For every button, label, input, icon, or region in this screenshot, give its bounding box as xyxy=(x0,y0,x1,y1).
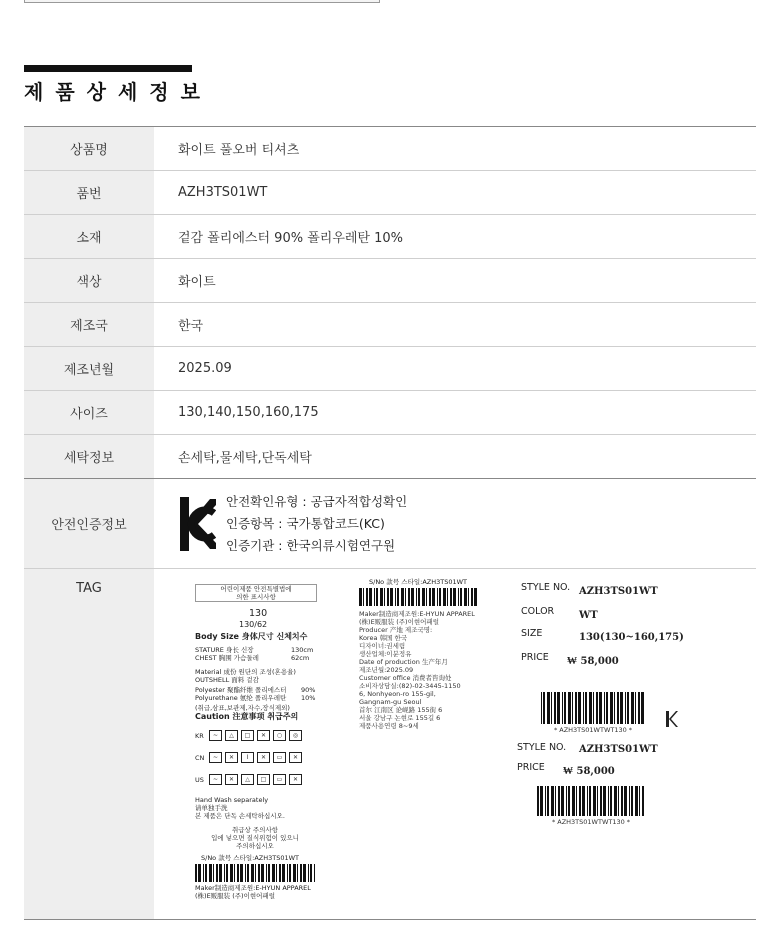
production-line: Producer 产地 제조국명: xyxy=(359,626,433,634)
spec-row xyxy=(24,391,756,435)
price-barcode-1 xyxy=(541,692,645,728)
production-line: Date of production 生产年月 xyxy=(359,658,448,666)
product-detail-table xyxy=(24,126,756,920)
spec-value: 화이트 xyxy=(154,259,756,303)
tag-images: 어린이제품 안전특별법에 의한 표시사항 130 130/62 Body Size 身体尺寸 신체치수 STATURE 身长 신장 130cm CHEST 胸围 가슴둘레 62cm Material 成份 원단의 조성(혼용율) OUTSHELL 面料 겉감 Polyester 聚酯纤维 폴리에스터 90% Polyurethane 氨纶 폴리우레탄 10% (취급,삼표,보관제,자수,장식제외) Caution 注意事项 취급주의 KR ~ △ □ ✕ ○ ◎ CN ~ ✕ I ✕ ▭ ✕ US ~ ✕ △ □ ▭ ✕ Hand Wash separately 请单独手洗 본 제품은 단독 손세탁하십시오. 취급상 주의사항 입에 넣으면 질식위험이 있으니 주의하십시오 S/No 款号 스타일:AZH3TS01WT Maker制造商제조원:E-HYUN APPAREL (株)E贩服装 (주)이현어패럴 S/No 款号 스타일:AZH3TS01WT Maker制造商제조원:E-HYUN APPAREL (株)E贩服装 (주)이현어패럴 Producer 产地 제조국명: Korea 韩国 한국 디자이너:권세림 생산업체:이분정유 Date of production 生产年月 제조년월:2025.09 Customer office 消费者咨询处 소비자상담실:(82)-02-3445-1150 6, Nonhyeon-ro 155-gil, Gangnam-gu Seoul 首尔 江南区 论岘路 155街 6 서울 강남구 논현로 155길 6 제품사용연령 8~9세 STYLE NO. AZH3TS01WT COLOR WT SIZE 130(130~160,175) PRICE ₩ 58,000 * AZH3TS01WTWT130 * STYLE NO. AZH3TS01WT PRICE ₩ 58,000 * AZH3TS01WTWT130 * xyxy=(195,578,684,900)
tag-row xyxy=(24,569,756,920)
production-line: 소비자상담실:(82)-02-3445-1150 xyxy=(359,682,461,690)
kc-certification-icon xyxy=(178,495,216,553)
spec-value: 겉감 폴리에스터 90% 폴리우레탄 10% xyxy=(154,215,756,259)
safety-item: 인증항목 : 국가통합코드(KC) xyxy=(226,515,385,531)
production-line: Maker制造商제조원:E-HYUN APPAREL xyxy=(359,610,475,618)
price-barcode-2 xyxy=(537,786,645,820)
production-line: Customer office 消费者咨询处 xyxy=(359,674,452,682)
spec-row xyxy=(24,171,756,215)
spec-label: 품번 xyxy=(24,171,154,215)
safety-row xyxy=(24,479,756,569)
spec-row xyxy=(24,435,756,479)
safety-label: 안전인증정보 xyxy=(24,479,154,569)
section-title: 제품상세정보 xyxy=(24,80,212,104)
care-symbols-kr: ~ △ □ ✕ ○ ◎ xyxy=(209,730,302,741)
safety-agency: 인증기관 : 한국의류시험연구원 xyxy=(226,537,396,553)
barcode-bars xyxy=(541,692,645,724)
spec-value: 손세탁,물세탁,단독세탁 xyxy=(154,435,756,479)
spec-label: 제조년월 xyxy=(24,347,154,391)
production-line: (株)E贩服装 (주)이현어패럴 xyxy=(359,618,439,626)
barcode-bars xyxy=(537,786,645,816)
safety-type: 안전확인유형 : 공급자적합성확인 xyxy=(226,493,408,509)
care-barcode xyxy=(195,864,315,886)
spec-label: 사이즈 xyxy=(24,391,154,435)
top-box-edge xyxy=(24,0,380,3)
spec-row xyxy=(24,347,756,391)
care-symbols-us: ~ ✕ △ □ ▭ ✕ xyxy=(209,774,302,785)
production-line: 생산업체:이분정유 xyxy=(359,650,412,658)
spec-row xyxy=(24,259,756,303)
spec-value: 한국 xyxy=(154,303,756,347)
production-line: 6, Nonhyeon-ro 155-gil, xyxy=(359,690,436,698)
title-underline-bar xyxy=(24,65,192,72)
safety-lines xyxy=(226,491,407,557)
care-symbols-cn: ~ ✕ I ✕ ▭ ✕ xyxy=(209,752,302,763)
spec-row xyxy=(24,215,756,259)
barcode-bars xyxy=(359,588,477,606)
barcode-bars xyxy=(195,864,315,882)
production-barcode xyxy=(359,588,477,610)
production-line: 제품사용연령 8~9세 xyxy=(359,722,419,730)
spec-value: AZH3TS01WT xyxy=(154,171,756,215)
spec-value: 화이트 풀오버 티셔츠 xyxy=(154,127,756,171)
production-line: 디자이너:권세림 xyxy=(359,642,406,650)
production-line: 제조년월:2025.09 xyxy=(359,666,414,674)
spec-label: 소재 xyxy=(24,215,154,259)
spec-label: 제조국 xyxy=(24,303,154,347)
spec-value: 130,140,150,160,175 xyxy=(154,391,756,435)
production-line: 首尔 江南区 论岘路 155街 6 xyxy=(359,706,443,714)
spec-label: 세탁정보 xyxy=(24,435,154,479)
production-line: 서울 강남구 논현로 155길 6 xyxy=(359,714,441,722)
kc-small-icon xyxy=(665,710,679,728)
spec-label: 색상 xyxy=(24,259,154,303)
production-line: Gangnam-gu Seoul xyxy=(359,698,422,706)
spec-row xyxy=(24,303,756,347)
spec-value: 2025.09 xyxy=(154,347,756,391)
production-line: Korea 韩国 한국 xyxy=(359,634,408,642)
spec-label: 상품명 xyxy=(24,127,154,171)
tag-label: TAG xyxy=(24,569,154,920)
spec-row xyxy=(24,127,756,171)
